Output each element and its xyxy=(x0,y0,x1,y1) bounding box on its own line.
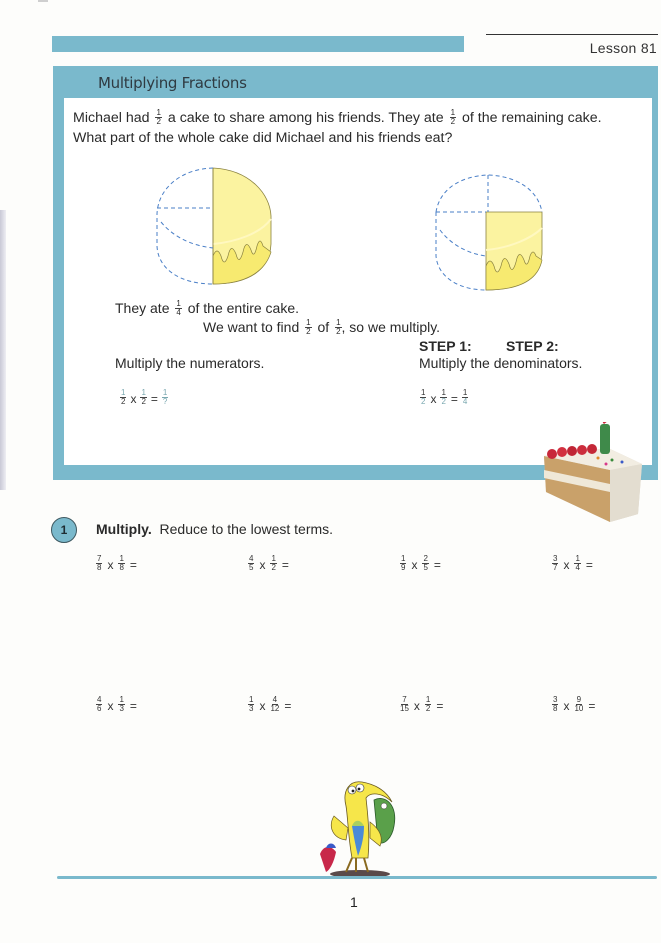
multiply-sign: x xyxy=(563,557,570,572)
word-problem xyxy=(73,108,633,148)
fraction: $\frac{1}{8}$ xyxy=(119,554,124,572)
page-edge-shadow xyxy=(0,210,6,490)
scan-mark xyxy=(38,0,48,2)
multiply-sign: x xyxy=(411,557,418,572)
step-2-label: STEP 2: xyxy=(506,338,559,354)
fraction: $\frac{1}{2}$ xyxy=(450,107,456,126)
lesson-title: Multiplying Fractions xyxy=(98,74,247,92)
fraction: $\frac{1}{2}$ xyxy=(271,554,276,572)
step-2-instruction: Multiply the denominators. xyxy=(419,355,583,371)
lesson-content-panel xyxy=(64,98,652,465)
fraction: $\frac{4}{5}$ xyxy=(249,554,254,572)
exercise-problem xyxy=(246,556,289,573)
exercise-instructions: Multiply. Reduce to the lowest terms. xyxy=(96,521,334,537)
equals-sign: = xyxy=(436,698,444,713)
fraction: $\frac{4}{6}$ xyxy=(97,695,102,713)
equals-sign: = xyxy=(129,698,137,713)
fraction: $\frac{1}{3}$ xyxy=(249,695,254,713)
half-cake-diagram xyxy=(155,164,275,288)
problem-text-2: a cake to share among his friends. They ate xyxy=(167,110,444,126)
fraction: $\frac{3}{7}$ xyxy=(553,554,558,572)
exercise-problem xyxy=(94,556,137,573)
fraction: $\frac{1}{2}$ xyxy=(441,388,446,406)
multiply-sign: x xyxy=(107,557,114,572)
fraction-result: $\frac{1}{?}$ xyxy=(162,388,168,406)
multiply-sign: x xyxy=(130,391,137,406)
equals-sign: = xyxy=(281,557,289,572)
fraction: $\frac{4}{12}$ xyxy=(270,695,280,713)
fraction: $\frac{7}{8}$ xyxy=(97,554,102,572)
fraction: $\frac{1}{2}$ xyxy=(306,317,311,336)
multiply-sign: x xyxy=(259,557,266,572)
multiply-sign: x xyxy=(259,698,266,713)
step-1-equation xyxy=(118,390,170,407)
exercise-problem xyxy=(398,697,443,714)
exercise-problem xyxy=(246,697,291,714)
header-rule xyxy=(486,34,658,35)
equals-sign: = xyxy=(433,557,441,572)
equals-sign: = xyxy=(150,391,158,406)
footer-rule xyxy=(57,876,657,879)
fraction: $\frac{1}{3}$ xyxy=(119,695,124,713)
fraction: $\frac{1}{2}$ xyxy=(421,388,426,406)
fraction: $\frac{1}{2}$ xyxy=(156,107,161,126)
page-number: 1 xyxy=(350,894,358,910)
multiply-sign: x xyxy=(430,391,437,406)
equals-sign: = xyxy=(129,557,137,572)
quarter-cake-diagram xyxy=(432,170,550,292)
fraction: $\frac{1}{2}$ xyxy=(336,317,341,336)
exercise-problem xyxy=(398,556,441,573)
fraction: $\frac{1}{2}$ xyxy=(121,388,126,406)
fraction: $\frac{1}{9}$ xyxy=(401,554,406,572)
fraction: $\frac{1}{4}$ xyxy=(176,298,181,317)
multiply-sign: x xyxy=(413,698,420,713)
exercise-number-badge: 1 xyxy=(51,517,77,543)
birthday-cake-illustration xyxy=(538,422,648,524)
exercise-problem xyxy=(550,556,593,573)
equals-sign: = xyxy=(585,557,593,572)
fraction-result: $\frac{1}{4}$ xyxy=(462,388,468,406)
equals-sign: = xyxy=(588,698,596,713)
exercise-problem xyxy=(94,697,137,714)
fraction: $\frac{1}{4}$ xyxy=(575,554,580,572)
problem-text-1: Michael had xyxy=(73,110,150,126)
step-1-instruction: Multiply the numerators. xyxy=(115,355,265,371)
fraction: $\frac{3}{8}$ xyxy=(553,695,558,713)
multiply-sign: x xyxy=(107,698,114,713)
step-1-label: STEP 1: xyxy=(419,338,472,354)
want-statement: We want to find $\frac{1}{2}$ of $\frac{1}{2}$ , so we multiply. xyxy=(203,317,441,336)
equals-sign: = xyxy=(284,698,292,713)
bird-mascot-illustration xyxy=(312,776,408,878)
exercise-problem xyxy=(550,697,595,714)
fraction: $\frac{1}{2}$ xyxy=(141,388,146,406)
fraction: $\frac{1}{2}$ xyxy=(425,695,431,713)
fraction: $\frac{9}{10}$ xyxy=(574,695,584,713)
header-bar xyxy=(52,36,464,52)
ate-statement: They ate $\frac{1}{4}$ of the entire cake. xyxy=(115,298,300,317)
step-2-equation xyxy=(418,390,470,407)
lesson-label: Lesson 81 xyxy=(589,40,657,56)
problem-text-3: of the remaining cake. What part of the whole cake did Michael and his friends eat? xyxy=(73,110,602,146)
fraction: $\frac{2}{5}$ xyxy=(423,554,428,572)
multiply-sign: x xyxy=(563,698,570,713)
equals-sign: = xyxy=(450,391,458,406)
fraction: $\frac{7}{15}$ xyxy=(400,695,409,713)
